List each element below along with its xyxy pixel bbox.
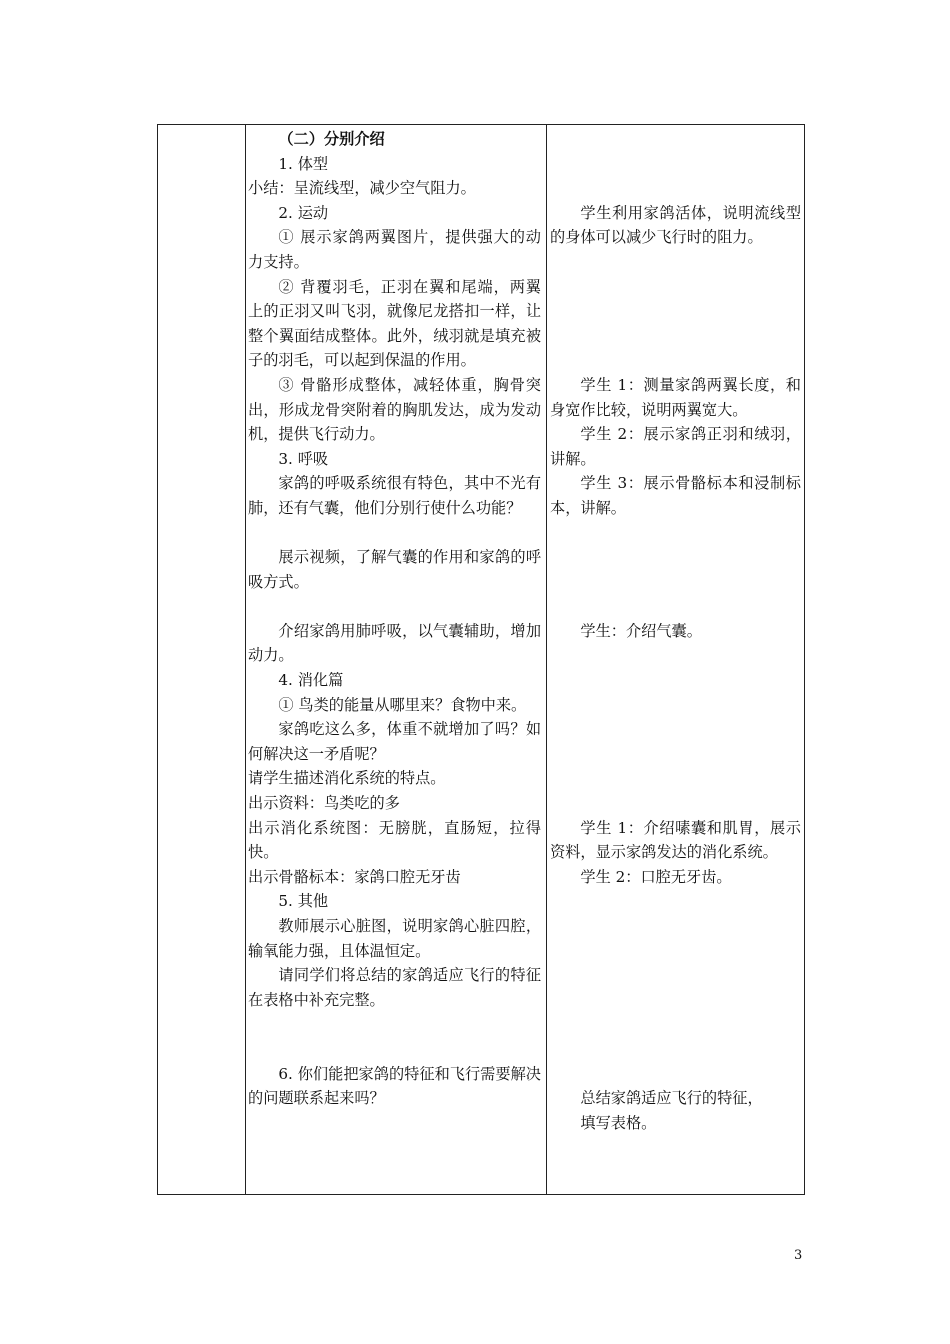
- paragraph: 介绍家鸽用肺呼吸，以气囊辅助，增加动力。: [248, 621, 541, 665]
- column-divider: [546, 125, 547, 1194]
- paragraph: 教师展示心脏图，说明家鸽心脏四腔，输氧能力强，且体温恒定。: [248, 917, 541, 960]
- paragraph: 家鸽吃这么多，体重不就增加了吗？如何解决这一矛盾呢？: [248, 720, 541, 763]
- paragraph: 2. 运动: [278, 203, 329, 222]
- paragraph: 展示视频，了解气囊的作用和家鸽的呼吸方式。: [248, 548, 541, 591]
- paragraph: 学生 2：展示家鸽正羽和绒羽，讲解。: [550, 425, 801, 468]
- page-number: 3: [794, 1248, 803, 1263]
- paragraph: 学生利用家鸽活体，说明流线型的身体可以减少飞行时的阻力。: [550, 203, 801, 247]
- paragraph: 填写表格。: [580, 1113, 657, 1132]
- paragraph: 5. 其他: [278, 892, 329, 911]
- paragraph: 学生 1：测量家鸽两翼长度，和身宽作比较，说明两翼宽大。: [550, 375, 801, 419]
- paragraph: 4. 消化篇: [278, 671, 344, 690]
- lesson-table: [157, 124, 805, 1195]
- teacher-activity-column: [248, 127, 541, 1111]
- student-activity-column: [550, 127, 801, 1135]
- paragraph: 6. 你们能把家鸽的特征和飞行需要解决的问题联系起来吗？: [248, 1064, 541, 1108]
- paragraph: 出示骨骼标本：家鸽口腔无牙齿: [248, 867, 461, 886]
- paragraph: 小结：呈流线型，减少空气阻力。: [248, 179, 476, 198]
- section-title: （二）分别介绍: [278, 130, 385, 148]
- paragraph: ① 鸟类的能量从哪里来？食物中来。: [278, 695, 527, 714]
- paragraph: 请同学们将总结的家鸽适应飞行的特征在表格中补充完整。: [248, 966, 541, 1009]
- paragraph: 3. 呼吸: [278, 449, 329, 468]
- paragraph: 出示消化系统图：无膀胱，直肠短，拉得快。: [248, 818, 541, 862]
- paragraph: 学生 2：口腔无牙齿。: [580, 867, 732, 886]
- paragraph: 学生 3：展示骨骼标本和浸制标本，讲解。: [550, 474, 801, 517]
- paragraph: 出示资料：鸟类吃的多: [248, 794, 400, 813]
- paragraph: 请学生描述消化系统的特点。: [248, 769, 446, 788]
- paragraph: 1. 体型: [278, 154, 329, 173]
- paragraph: ③ 骨骼形成整体，减轻体重，胸骨突出，形成龙骨突附着的胸肌发达，成为发动机，提供飞行动力。: [248, 375, 541, 444]
- paragraph: ① 展示家鸽两翼图片，提供强大的动力支持。: [248, 228, 541, 271]
- paragraph: 学生：介绍气囊。: [580, 621, 702, 640]
- paragraph: 家鸽的呼吸系统很有特色，其中不光有肺，还有气囊，他们分别行使什么功能？: [248, 474, 541, 517]
- paragraph: 总结家鸽适应飞行的特征，: [580, 1089, 763, 1108]
- column-divider: [245, 125, 246, 1194]
- paragraph: ② 背覆羽毛，正羽在翼和尾端，两翼上的正羽又叫飞羽，就像尼龙搭扣一样，让整个翼面结成整体。此外，绒羽就是填充被子的羽毛，可以起到保温的作用。: [248, 277, 541, 370]
- paragraph: 学生 1：介绍嗉囊和肌胃，展示资料，显示家鸽发达的消化系统。: [550, 818, 801, 862]
